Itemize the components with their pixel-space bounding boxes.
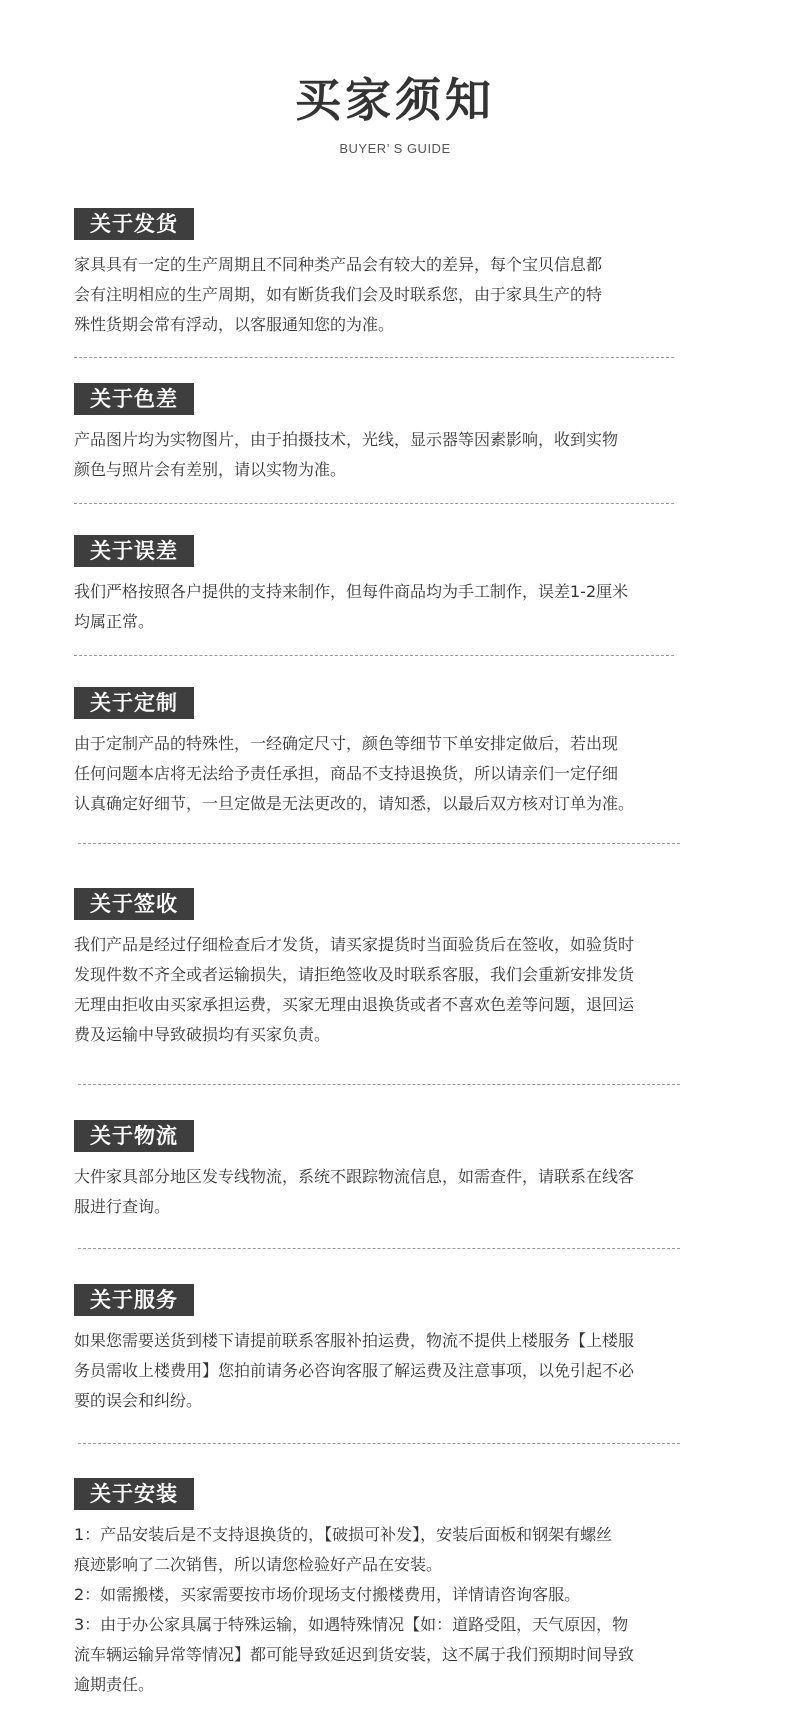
section-text [74,1326,714,1416]
section-label: 关于发货 [74,208,194,240]
section-label: 关于物流 [74,1120,194,1152]
section-paragraph: 家具具有一定的生产周期且不同种类产品会有较大的差异，每个宝贝信息都 会有注明相应的生产周期，如有断货我们会及时联系您，由于家具生产的特 殊性货期会常有浮动，以客服通知您的为准。 [74,255,603,334]
section-text [74,250,714,340]
section-logistics [74,1120,714,1222]
section-installation [74,1478,714,1700]
section-text [74,577,714,637]
section-text [74,1162,714,1222]
section-size-tolerance [74,535,714,637]
section-receipt [74,888,714,1050]
page-title: 买家须知 [295,73,495,127]
section-text [74,425,714,485]
section-label: 关于定制 [74,687,194,719]
divider [78,1084,680,1085]
section-paragraph: 3：由于办公家具属于特殊运输，如遇特殊情况【如：道路受阻，天气原因，物 流车辆运输异常等情况】都可能导致延迟到货安装，这不属于我们预期时间导致 逾期责任。 [74,1615,635,1694]
divider [78,843,680,844]
section-paragraph: 2：如需搬楼，买家需要按市场价现场支付搬楼费用，详情请咨询客服。 [74,1585,581,1604]
section-label: 关于签收 [74,888,194,920]
section-text [74,1520,714,1700]
section-paragraph: 如果您需要送货到楼下请提前联系客服补拍运费，物流不提供上楼服务【上楼服 务员需收上楼费用】您拍前请务必咨询客服了解运费及注意事项，以免引起不必 要的误会和纠纷。 [74,1331,635,1410]
section-service [74,1284,714,1416]
divider [74,503,674,504]
section-shipping [74,208,714,340]
section-customization [74,687,714,819]
section-color-difference [74,383,714,485]
section-paragraph: 1：产品安装后是不支持退换货的，【破损可补发】，安装后面板和钢架有螺丝 痕迹影响了二次销售，所以请您检验好产品在安装。 [74,1525,613,1574]
divider [78,1443,680,1444]
divider [74,357,674,358]
section-paragraph: 我们严格按照各户提供的支持来制作，但每件商品均为手工制作，误差1-2厘米 均属正常。 [74,582,629,631]
section-text [74,729,714,819]
section-label: 关于误差 [74,535,194,567]
section-paragraph: 产品图片均为实物图片，由于拍摄技术，光线，显示器等因素影响，收到实物 颜色与照片会有差别，请以实物为准。 [74,430,619,479]
page-subtitle: BUYER’ S GUIDE [339,141,451,156]
section-paragraph: 大件家具部分地区发专线物流，系统不跟踪物流信息，如需查件，请联系在线客 服进行查询。 [74,1167,635,1216]
section-label: 关于安装 [74,1478,194,1510]
section-paragraph: 由于定制产品的特殊性，一经确定尺寸，颜色等细节下单安排定做后，若出现 任何问题本店将无法给予责任承担，商品不支持退换货，所以请亲们一定仔细 认真确定好细节，一旦定做是无法更改的，请知悉，以最后双方核对订单为准。 [74,734,635,813]
section-label: 关于服务 [74,1284,194,1316]
divider [74,655,674,656]
section-text [74,930,714,1050]
divider [78,1248,680,1249]
section-label: 关于色差 [74,383,194,415]
section-paragraph: 我们产品是经过仔细检查后才发货，请买家提货时当面验货后在签收，如验货时 发现件数不齐全或者运输损失，请拒绝签收及时联系客服，我们会重新安排发货 无理由拒收由买家承担运费，买家无理由退换货或者不喜欢色差等问题，退回运 费及运输中导致破损均有买家负责。 [74,935,635,1044]
